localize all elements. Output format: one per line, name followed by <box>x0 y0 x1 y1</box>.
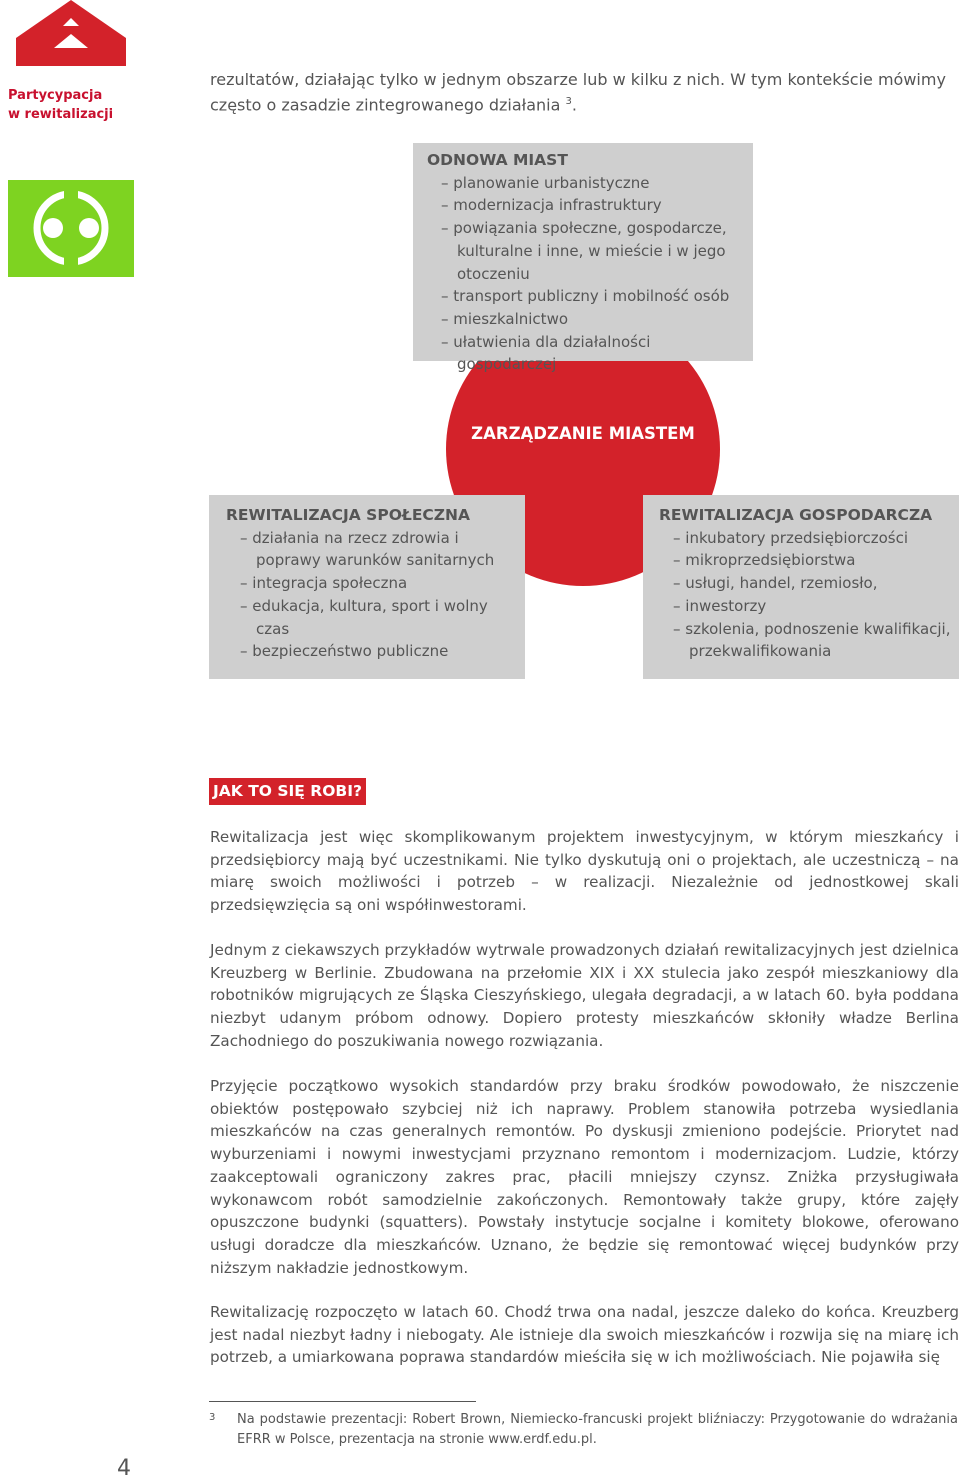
list-item: – działania na rzecz zdrowia i poprawy warunków sanitarnych <box>226 527 525 572</box>
howto-heading: JAK TO SIĘ ROBI? <box>209 778 366 805</box>
house-logo-icon <box>8 0 134 66</box>
intro-text: rezultatów, działając tylko w jednym obszarze lub w kilku z nich. W tym kontekście mówimy często o zasadzie zintegrowanego działania <box>210 70 946 115</box>
list-item: – transport publiczny i mobilność osób <box>427 285 753 308</box>
urban-renewal-box <box>413 143 753 374</box>
list-item: – inwestorzy <box>659 595 959 618</box>
economic-revitalization-box <box>643 495 959 679</box>
list-item: – ułatwienia dla działalności gospodarczej <box>427 331 753 376</box>
list-item: – modernizacja infrastruktury <box>427 194 753 217</box>
two-dots-circle-icon <box>8 180 134 277</box>
list-item: – bezpieczeństwo publiczne <box>226 640 525 663</box>
economic-revitalization-title: REWITALIZACJA GOSPODARCZA <box>659 506 933 524</box>
sidebar-title-line1: Partycypacja <box>8 88 103 103</box>
list-item: – edukacja, kultura, sport i wolny czas <box>226 595 525 640</box>
page-number: 4 <box>117 1456 131 1481</box>
body-paragraph: Przyjęcie początkowo wysokich standardów przy braku środków powodowało, że niszczenie obiektów postępowało szybciej niż ich naprawy. Problem stanowiła potrzeba wysiedlania mieszkańców na czas generalnych remontów. Po dyskusji zmieniono podejście. Priorytet nad wyburzeniami i nowymi inwestycjami przyznano remontom i modernizacjom. Ludzie, którzy zaakceptowali ograniczony zakres prac, płacili mniejszy czynsz. Zniżka przysługiwała wykonawcom robót samodzielnie zakończonych. Remontowały także grupy, które zajęły opuszczone budynki (squatters). Powstały instytucje socjalne i komitety blokowe, oferowano usługi doradcze dla mieszkańców. Uznano, że będzie się remontować więcej budynków przy niższym nakładzie jednostkowym. <box>210 1077 959 1277</box>
urban-renewal-title: ODNOWA MIAST <box>427 151 568 169</box>
social-revitalization-box <box>209 495 525 679</box>
intro-end: . <box>571 95 577 115</box>
footnote-text: Na podstawie prezentacji: Robert Brown, Niemiecko-francuski projekt bliźniaczy: Przygotowanie do wdrażania EFRR w Polsce, prezentacja na stronie www.erdf.edu.pl. <box>237 1412 958 1447</box>
list-item: – planowanie urbanistyczne <box>427 172 753 195</box>
list-item: – mieszkalnictwo <box>427 308 753 331</box>
list-item: – inkubatory przedsiębiorczości <box>659 527 959 550</box>
list-item: – integracja społeczna <box>226 572 525 595</box>
sidebar-title-line2: w rewitalizacji <box>8 107 114 122</box>
sidebar-title <box>8 86 148 124</box>
list-item: – powiązania społeczne, gospodarcze, kulturalne i inne, w mieście i w jego otoczeniu <box>427 217 753 285</box>
body-paragraph: Rewitalizację rozpoczęto w latach 60. Chodź trwa ona nadal, jeszcze daleko do końca. Kreuzberg jest nadal niezbyt ładny i niebogaty. Ale istnieje dla swoich mieszkańców i rozwija się na miarę ich potrzeb, a umiarkowana poprawa standardów mieściła się w ich możliwościach. Nie pojawiła się <box>210 1303 959 1367</box>
intro-paragraph <box>210 69 960 116</box>
list-item: – szkolenia, podnoszenie kwalifikacji, przekwalifikowania <box>659 618 959 663</box>
footnote-divider <box>209 1401 476 1402</box>
body-paragraph: Jednym z ciekawszych przykładów wytrwale prowadzonych działań rewitalizacyjnych jest dzielnica Kreuzberg w Berlinie. Zbudowana na przełomie XIX i XX stulecia jako zespół mieszkaniowy dla robotników migrujących ze Śląska Cieszyńskiego, ulegała degradacji, a w latach 60. była poddana niezbyt udanym próbom odnowy. Dopiero protesty mieszkańców skłoniły władze Berlina Zachodniego do poszukiwania nowego rozwiązania. <box>210 941 959 1050</box>
footnote-ref[interactable]: 3 <box>565 96 572 107</box>
list-item: – usługi, handel, rzemiosło, <box>659 572 959 595</box>
list-item: – mikroprzedsiębiorstwa <box>659 549 959 572</box>
social-revitalization-title: REWITALIZACJA SPOŁECZNA <box>226 506 470 524</box>
footnote-number: 3 <box>209 1412 216 1423</box>
management-label: ZARZĄDZANIE MIASTEM <box>471 424 695 443</box>
body-paragraph: Rewitalizacja jest więc skomplikowanym projektem inwestycyjnym, w którym mieszkańcy i przedsiębiorcy mają być uczestnikami. Nie tylko dyskutują oni o projektach, ale uczestniczą – na miarę swoich możliwości i potrzeb – w realizacji. Niezależnie od jednostkowej skali przedsięwzięcia są oni współinwestorami. <box>210 828 959 915</box>
